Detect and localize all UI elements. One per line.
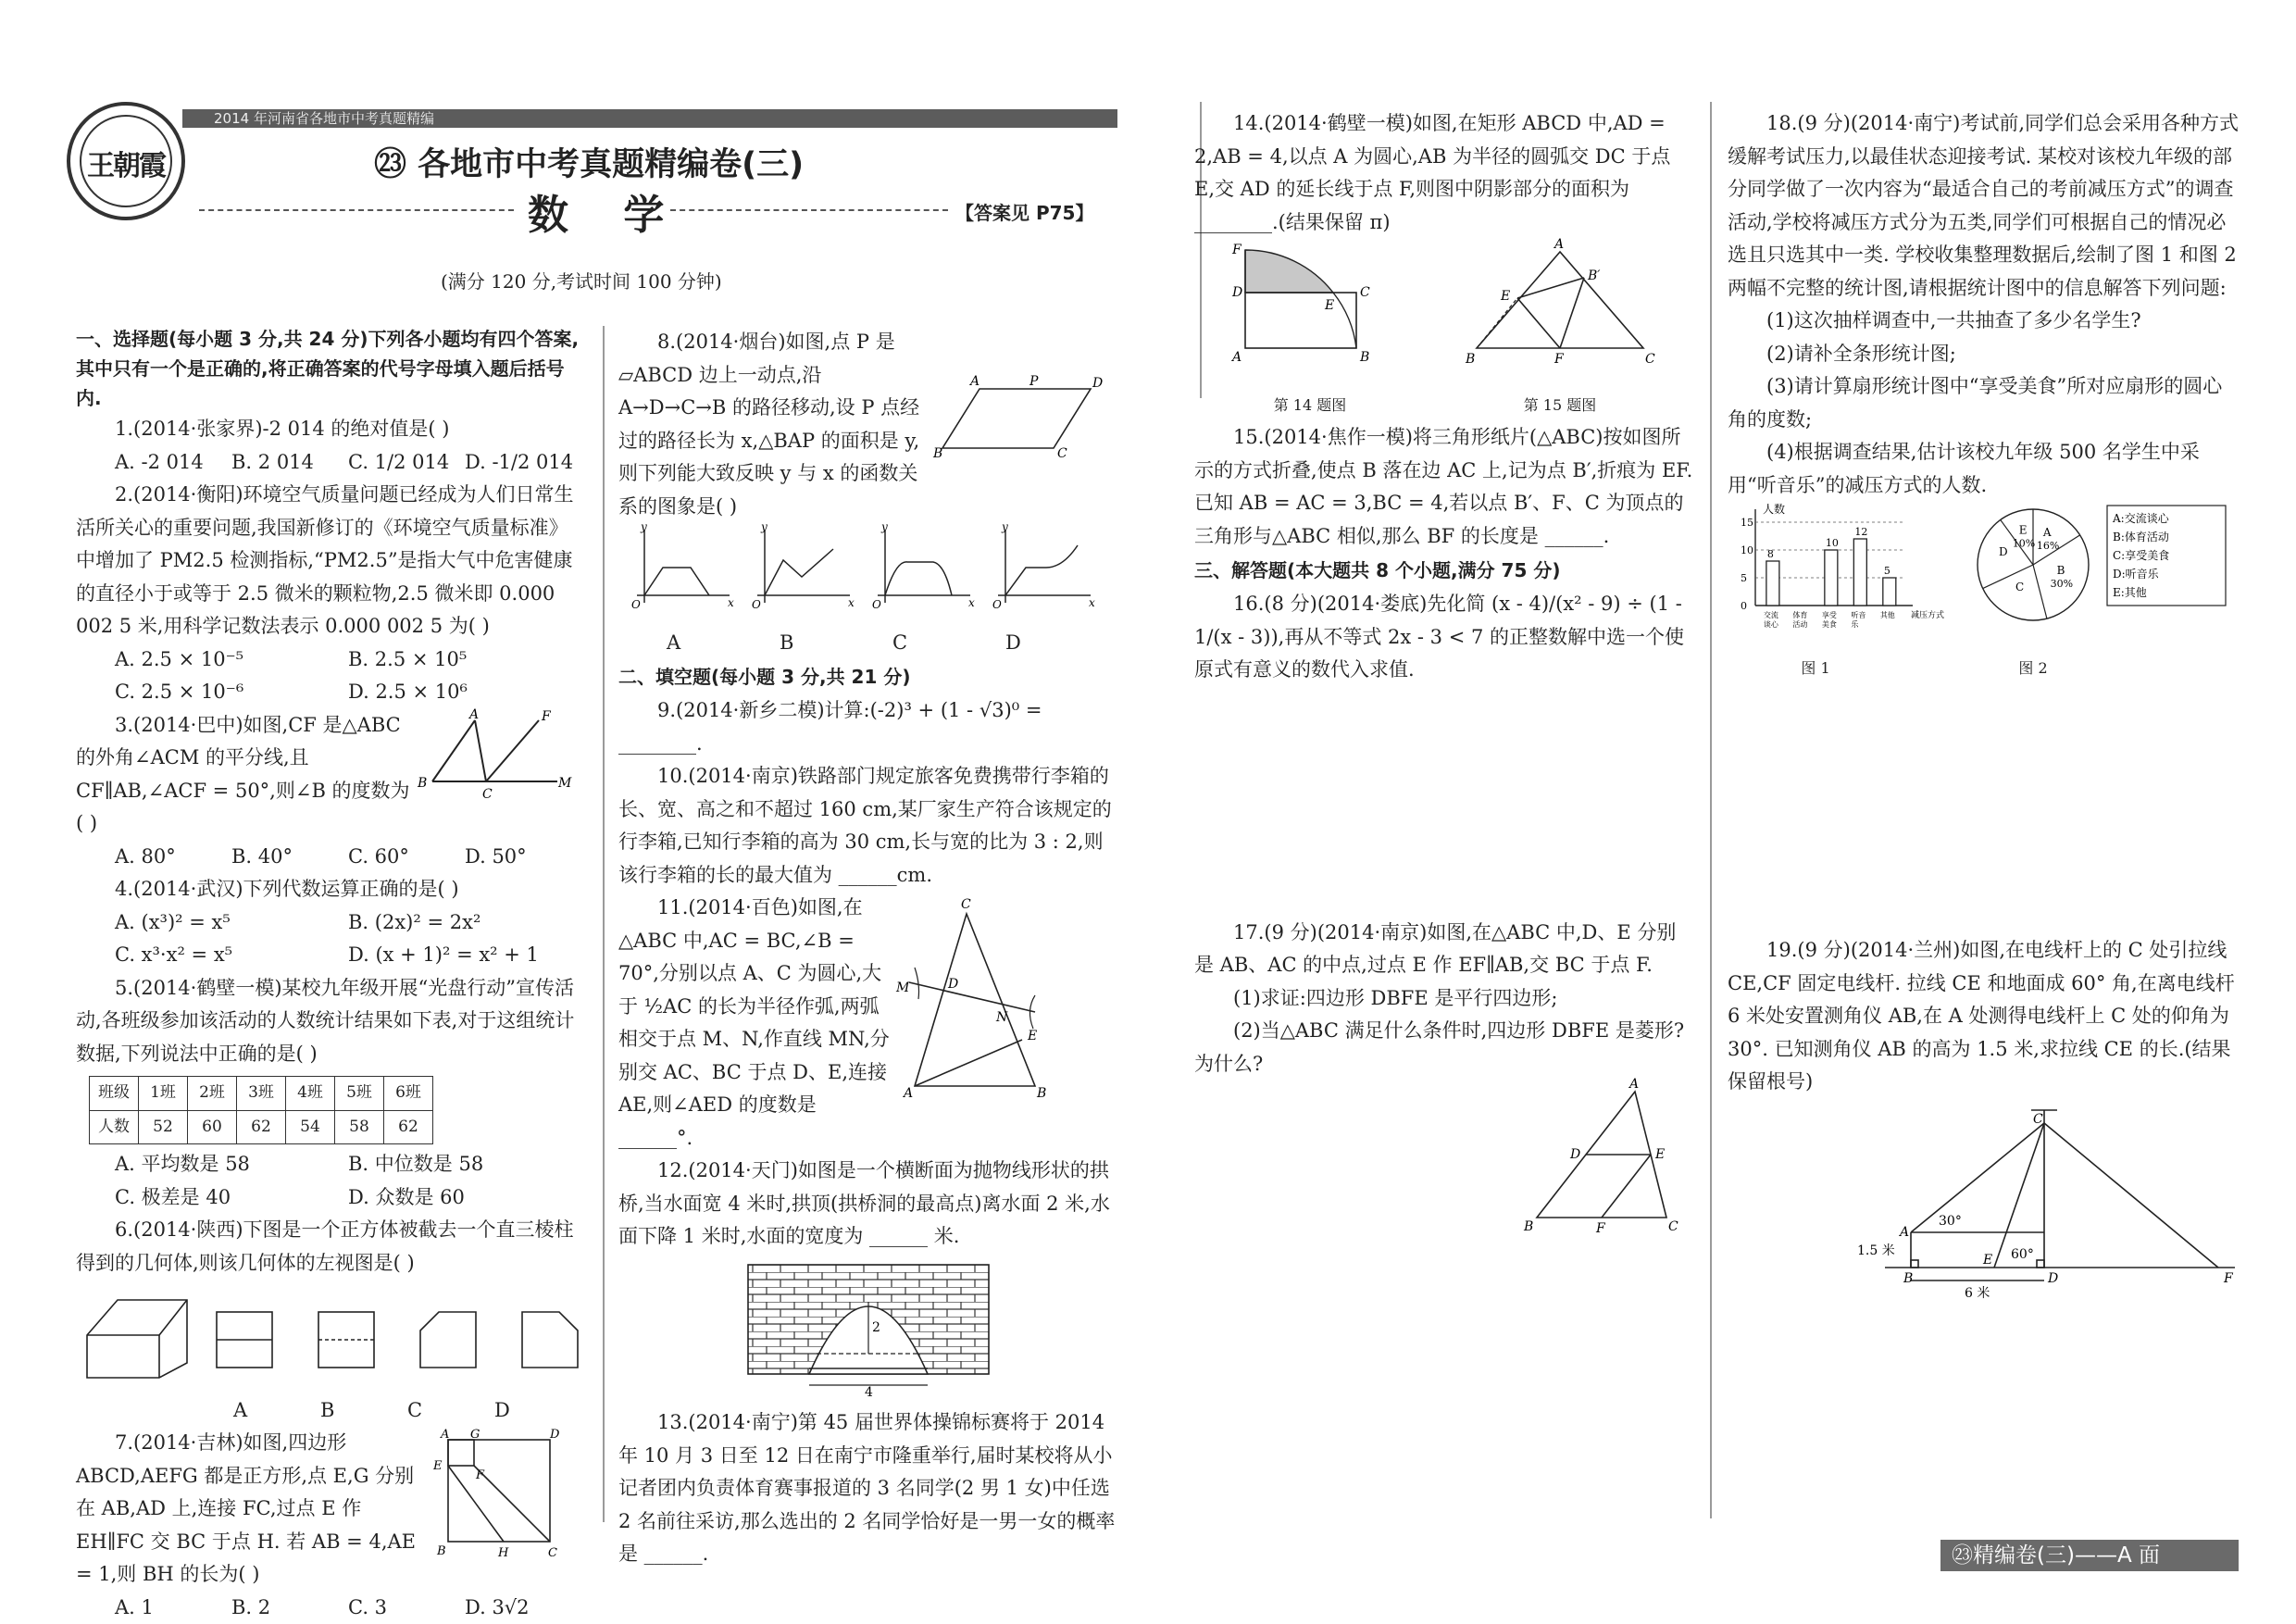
section-3-heading: 三、解答题(本大题共 8 个小题,满分 75 分) <box>1194 553 1694 588</box>
q6-solid <box>87 1300 187 1378</box>
svg-text:G: G <box>470 1428 480 1442</box>
q6-label-b: B <box>320 1394 407 1428</box>
bar <box>1766 561 1779 606</box>
q3-block <box>76 709 581 841</box>
y-tick-label: 10 <box>1741 544 1753 556</box>
svg-text:B: B <box>417 776 427 791</box>
legend-entry: D:听音乐 <box>2113 567 2160 581</box>
subject-title: 数 学 <box>528 181 684 241</box>
q17-figure <box>1194 1081 1694 1238</box>
bar-value-label: 8 <box>1767 548 1774 560</box>
paper-title: ㉓ 各地市中考真题精编卷(三) <box>374 139 804 185</box>
svg-text:1.5 米: 1.5 米 <box>1857 1243 1895 1258</box>
svg-text:E: E <box>1654 1147 1665 1162</box>
table-cell: 班级 <box>90 1077 139 1111</box>
y-tick-label: 0 <box>1741 600 1747 612</box>
q6-option-d-view <box>522 1312 578 1368</box>
q1-option-a: A. -2 014 <box>115 446 231 480</box>
svg-text:D: D <box>1092 376 1103 391</box>
q8-figure <box>933 372 1109 474</box>
q15-caption: 第 15 题图 <box>1458 389 1662 422</box>
svg-text:M: M <box>557 776 572 791</box>
svg-text:C: C <box>2033 1112 2043 1127</box>
svg-text:E: E <box>432 1459 443 1473</box>
q2-option-b: B. 2.5 × 10⁵ <box>348 643 581 677</box>
q14-figure <box>1227 239 1393 378</box>
q19-stem: 19.(9 分)(2014·兰州)如图,在电线杆上的 C 处引拉线 CE,CF 固定电线杆. 拉线 CE 和地面成 60° 角,在离电线杆 6 米处安置测角仪 AB,在 A 处测得电线杆上 C 处的仰角为 30°. 已知测角仪 AB 的高为 1.5 米,求拉线 CE 的长.(结果保留根号) <box>1728 934 2239 1099</box>
fig1-block <box>1728 502 1959 684</box>
svg-text:B: B <box>1465 352 1475 367</box>
fig2-block <box>1959 502 2237 684</box>
q3-option-b: B. 40° <box>231 841 348 874</box>
q1-option-d: D. -1/2 014 <box>465 446 581 480</box>
x-tick-label: 谈心 <box>1764 619 1779 629</box>
slice-label: A <box>2042 526 2052 539</box>
title-rule-right <box>670 209 948 211</box>
fig1-caption: 图 1 <box>1728 652 1903 685</box>
table-cell: 人数 <box>90 1110 139 1144</box>
q7-option-b: B. 2 <box>231 1592 348 1624</box>
x-tick-label: 享受 <box>1822 610 1837 619</box>
q5-option-b: B. 中位数是 58 <box>348 1148 581 1181</box>
q8-label-a: A <box>667 627 780 660</box>
q18-charts <box>1728 502 2239 684</box>
q3-stem: 3.(2014·巴中)如图,CF 是△ABC 的外角∠ACM 的平分线,且 CF∥AB,∠ACF = 50°,则∠B 的度数为( ) <box>76 709 414 841</box>
y-tick-label: 5 <box>1741 572 1747 584</box>
bar-value-label: 5 <box>1884 565 1890 577</box>
bar-value-label: 12 <box>1854 526 1867 538</box>
svg-text:D: D <box>549 1428 560 1442</box>
q3-option-d: D. 50° <box>465 841 581 874</box>
svg-text:y: y <box>880 520 888 533</box>
pie-chart <box>1959 502 2237 641</box>
q12-stem: 12.(2014·天门)如图是一个横断面为抛物线形状的拱桥,当水面宽 4 米时,拱顶(拱桥洞的最高点)离水面 2 米,水面下降 1 米时,水面的宽度为 ______ 米. <box>618 1155 1118 1254</box>
svg-text:x: x <box>968 596 975 609</box>
q8-graph-b <box>757 531 850 603</box>
q5-options-2 <box>76 1181 581 1215</box>
q1-stem: 1.(2014·张家界)-2 014 的绝对值是( ) <box>76 413 581 446</box>
q10-stem: 10.(2014·南京)铁路部门规定旅客免费携带行李箱的长、宽、高之和不超过 160 cm,某厂家生产符合该规定的行李箱,已知行李箱的高为 30 cm,长与宽的比为 3 : 2,则该行李箱的长的最大值为 ______cm. <box>618 760 1118 892</box>
q4-option-a: A. (x³)² = x⁵ <box>115 906 348 940</box>
q5-options <box>76 1148 581 1181</box>
svg-text:B: B <box>1903 1271 1913 1286</box>
q18-part-4: (4)根据调查结果,估计该校九年级 500 名学生中采用“听音乐”的减压方式的人数. <box>1728 436 2239 502</box>
q8-stem: 8.(2014·烟台)如图,点 P 是▱ABCD 边上一动点,沿 A→D→C→B 的路径移动,设 P 点经过的路径长为 x,△BAP 的面积是 y,则下列能大致反映 y 与 x 的函数关系的图象是( ) <box>618 326 933 523</box>
q5-table <box>89 1076 433 1144</box>
x-tick-label: 体育 <box>1792 610 1807 619</box>
q17-part-1: (1)求证:四边形 DBFE 是平行四边形; <box>1194 982 1694 1016</box>
table-cell: 3班 <box>237 1077 286 1111</box>
table-cell: 5班 <box>335 1077 384 1111</box>
svg-text:C: C <box>1360 285 1370 300</box>
svg-text:B: B <box>932 446 942 461</box>
header-banner: 2014 年河南省各地市中考真题精编 <box>182 109 1117 128</box>
svg-text:2: 2 <box>872 1320 880 1335</box>
q9-stem: 9.(2014·新乡二模)计算:(-2)³ + (1 - √3)⁰ = ________. <box>618 694 1118 760</box>
q6-stem: 6.(2014·陕西)下图是一个正方体被截去一个直三棱柱得到的几何体,则该几何体的左视图是( ) <box>76 1214 581 1280</box>
q5-stem: 5.(2014·鹤壁一模)某校九年级开展“光盘行动”宣传活动,各班级参加该活动的人数统计结果如下表,对于这组统计数据,下列说法中正确的是( ) <box>76 972 581 1071</box>
q15-figure-block <box>1458 239 1662 421</box>
legend-entry: B:体育活动 <box>2113 530 2169 543</box>
x-axis-label: 减压方式 <box>1911 609 1944 620</box>
q8-graph-a <box>637 531 730 603</box>
svg-text:A: A <box>1898 1225 1909 1240</box>
q6-labels <box>76 1394 581 1428</box>
svg-text:P: P <box>1029 374 1039 389</box>
q4-stem: 4.(2014·武汉)下列代数运算正确的是( ) <box>76 873 581 906</box>
section-1-heading: 一、选择题(每小题 3 分,共 24 分)下列各小题均有四个答案,其中只有一个是正确的,将正确答案的代号字母填入题后括号内. <box>76 324 581 413</box>
slice-label: D <box>1999 545 2008 558</box>
q8-label-d: D <box>1005 627 1118 660</box>
svg-text:B′: B′ <box>1587 269 1601 283</box>
svg-text:x: x <box>848 596 855 609</box>
q13-stem: 13.(2014·南宁)第 45 届世界体操锦标赛将于 2014 年 10 月 3 日至 12 日在南宁市隆重举行,届时某校将从小记者团内负责体育赛事报道的 3 名同学(2 男 1 女)中任选 2 名前往采访,那么选出的 2 名同学恰好是一男一女的概率是 ______. <box>618 1406 1118 1571</box>
q11-figure <box>896 892 1118 1105</box>
q8-graph-options <box>618 523 1118 616</box>
exam-info: (满分 120 分,考试时间 100 分钟) <box>441 267 722 294</box>
slice-label: B <box>2057 564 2065 577</box>
q14-caption: 第 14 题图 <box>1227 389 1393 422</box>
column-divider <box>603 326 605 1522</box>
q6-option-a-view <box>217 1312 272 1368</box>
table-cell: 2班 <box>188 1077 237 1111</box>
page-footer-tab: ㉓精编卷(三)——A 面 <box>1940 1540 2239 1571</box>
q5-option-a: A. 平均数是 58 <box>115 1148 348 1181</box>
svg-text:x: x <box>728 596 734 609</box>
slice-value-label: 16% <box>2037 540 2059 552</box>
q19-figure <box>1728 1099 2239 1312</box>
table-cell: 62 <box>384 1110 433 1144</box>
column-1 <box>76 324 581 1624</box>
column-divider <box>1710 102 1712 1518</box>
x-tick-label: 其他 <box>1880 610 1895 619</box>
q7-options <box>76 1592 581 1624</box>
q5-option-d: D. 众数是 60 <box>348 1181 581 1215</box>
q4-option-c: C. x³·x² = x⁵ <box>115 939 348 972</box>
svg-text:E: E <box>1500 289 1510 304</box>
svg-text:C: C <box>961 897 971 912</box>
svg-text:O: O <box>752 598 761 611</box>
svg-text:4: 4 <box>865 1385 873 1400</box>
svg-text:F: F <box>1231 243 1242 257</box>
svg-text:M: M <box>895 981 910 995</box>
q4-options-2 <box>76 939 581 972</box>
q14-stem: 14.(2014·鹤壁一模)如图,在矩形 ABCD 中,AD = 2,AB = 4,以点 A 为圆心,AB 为半径的圆弧交 DC 于点 E,交 AD 的延长线于点 F,则图中阴影部分的面积为 ________.(结果保留 π) <box>1194 107 1694 239</box>
answer-reference: 【答案见 P75】 <box>955 198 1093 225</box>
svg-text:F: F <box>2223 1271 2234 1286</box>
svg-text:A: A <box>1628 1077 1639 1092</box>
svg-text:B: B <box>1036 1086 1046 1101</box>
svg-text:C: C <box>482 787 493 802</box>
table-row <box>90 1077 433 1111</box>
svg-text:H: H <box>497 1546 509 1560</box>
column-2 <box>618 326 1118 1571</box>
bar-chart <box>1728 502 1959 641</box>
svg-text:x: x <box>1089 596 1095 609</box>
logo-text: 王朝霞 <box>70 143 181 183</box>
svg-text:60°: 60° <box>2011 1247 2034 1262</box>
q14-q15-figures <box>1194 239 1694 421</box>
q2-options-2 <box>76 676 581 709</box>
q8-graph-c <box>878 531 970 603</box>
q3-options <box>76 841 581 874</box>
q12-figure <box>618 1257 1118 1396</box>
slice-label: C <box>2015 581 2024 593</box>
svg-text:B: B <box>1523 1219 1533 1234</box>
svg-text:B: B <box>1359 350 1369 365</box>
q8-label-b: B <box>780 627 892 660</box>
svg-text:y: y <box>1001 520 1008 533</box>
table-cell: 62 <box>237 1110 286 1144</box>
q6-option-b-view <box>318 1312 374 1368</box>
table-row <box>90 1110 433 1144</box>
x-tick-label: 活动 <box>1792 619 1807 629</box>
q6-figures <box>76 1280 581 1389</box>
answer-space <box>1194 687 1694 917</box>
svg-text:O: O <box>992 598 1002 611</box>
y-tick-label: 15 <box>1741 517 1753 529</box>
title-rule-left <box>199 209 514 211</box>
svg-text:D: D <box>947 977 958 992</box>
svg-text:B: B <box>436 1544 446 1558</box>
column-4 <box>1728 107 2239 1322</box>
q1-option-c: C. 1/2 014 <box>348 446 465 480</box>
q14-figure-block <box>1227 239 1393 421</box>
bar <box>1825 550 1838 606</box>
svg-text:A: A <box>440 1428 449 1442</box>
svg-text:F: F <box>475 1468 485 1482</box>
q4-option-d: D. (x + 1)² = x² + 1 <box>348 939 581 972</box>
q8-labels <box>618 627 1118 660</box>
svg-text:F: F <box>1595 1221 1606 1236</box>
svg-text:O: O <box>631 598 641 611</box>
q1-option-b: B. 2 014 <box>231 446 348 480</box>
q7-stem: 7.(2014·吉林)如图,四边形 ABCD,AEFG 都是正方形,点 E,G 分别在 AB,AD 上,连接 FC,过点 E 作 EH∥FC 交 BC 于点 H. 若 AB = 4,AE = 1,则 BH 的长为( ) <box>76 1427 428 1592</box>
q7-option-a: A. 1 <box>115 1592 231 1624</box>
q17-stem: 17.(9 分)(2014·南京)如图,在△ABC 中,D、E 分别是 AB、AC 的中点,过点 E 作 EF∥AB,交 BC 于点 F. <box>1194 917 1694 982</box>
q6-label-c: C <box>407 1394 494 1428</box>
table-cell: 1班 <box>139 1077 188 1111</box>
svg-text:E: E <box>1027 1029 1037 1043</box>
x-tick-label: 乐 <box>1851 620 1859 629</box>
q2-options <box>76 643 581 677</box>
q2-option-a: A. 2.5 × 10⁻⁵ <box>115 643 348 677</box>
svg-text:O: O <box>872 598 881 611</box>
q8-label-c: C <box>892 627 1005 660</box>
svg-text:C: C <box>1668 1219 1678 1234</box>
q7-option-d: D. 3√2 <box>465 1592 581 1624</box>
svg-text:A: A <box>902 1086 913 1101</box>
svg-text:D: D <box>1231 285 1242 300</box>
slice-value-label: 30% <box>2051 578 2073 590</box>
x-tick-label: 交流 <box>1764 610 1778 619</box>
x-tick-label: 美食 <box>1822 619 1837 629</box>
svg-text:30°: 30° <box>1939 1214 1962 1229</box>
q8-graph-d <box>998 531 1091 603</box>
svg-text:C: C <box>548 1546 557 1560</box>
svg-text:A: A <box>468 707 479 722</box>
bar-value-label: 10 <box>1826 537 1839 549</box>
q11-stem: 11.(2014·百色)如图,在△ABC 中,AC = BC,∠B = 70°,分别以点 A、C 为圆心,大于 ½AC 的长为半径作弧,两弧相交于点 M、N,作直线 MN,分别交 AC、BC 于点 D、E,连接 AE,则∠AED 的度数是 ______°. <box>618 892 896 1155</box>
svg-text:C: C <box>1057 446 1067 461</box>
slice-label: E <box>2019 524 2028 537</box>
q2-option-c: C. 2.5 × 10⁻⁶ <box>115 676 348 709</box>
table-cell: 60 <box>188 1110 237 1144</box>
bar <box>1883 578 1896 606</box>
publisher-logo <box>67 102 185 220</box>
table-cell: 6班 <box>384 1077 433 1111</box>
q11-block <box>618 892 1118 1155</box>
q18-part-3: (3)请计算扇形统计图中“享受美食”所对应扇形的圆心角的度数; <box>1728 370 2239 436</box>
table-cell: 4班 <box>286 1077 335 1111</box>
slice-value-label: 10% <box>2013 538 2035 550</box>
q5-option-c: C. 极差是 40 <box>115 1181 348 1215</box>
q7-figure <box>428 1427 557 1566</box>
q15-figure <box>1458 239 1662 378</box>
q15-stem: 15.(2014·焦作一模)将三角形纸片(△ABC)按如图所示的方式折叠,使点 B 落在边 AC 上,记为点 B′,折痕为 EF. 已知 AB = AC = 3,BC = 4,若以点 B′、F、C 为顶点的三角形与△ABC 相似,那么 BF 的长度是 ______. <box>1194 421 1694 553</box>
svg-text:A: A <box>968 374 980 389</box>
x-tick-label: 听音 <box>1851 610 1866 619</box>
svg-text:F: F <box>1554 352 1565 367</box>
svg-text:N: N <box>995 1010 1008 1025</box>
q7-block <box>76 1427 581 1592</box>
q2-stem: 2.(2014·衡阳)环境空气质量问题已经成为人们日常生活所关心的重要问题,我国新修订的《环境空气质量标准》中增加了 PM2.5 检测指标,“PM2.5”是指大气中危害健康的直径小于或等于 2.5 微米的颗粒物,2.5 微米即 0.000 002 5 米,用科学记数法表示 0.000 002 5 为( ) <box>76 479 581 643</box>
table-cell: 54 <box>286 1110 335 1144</box>
svg-text:E: E <box>1982 1253 1992 1268</box>
svg-text:y: y <box>640 520 647 533</box>
q4-option-b: B. (2x)² = 2x² <box>348 906 581 940</box>
q16-stem: 16.(8 分)(2014·娄底)先化简 (x - 4)/(x² - 9) ÷ (1 - 1/(x - 3)),再从不等式 2x - 3 < 7 的正整数解中选一个使原式有意义的数代入求值. <box>1194 588 1694 687</box>
q18-stem: 18.(9 分)(2014·南宁)考试前,同学们总会采用各种方式缓解考试压力,以最佳状态迎接考试. 某校对该校九年级的部分同学做了一次内容为“最适合自己的考前减压方式”的调查活动,学校将减压方式分为五类,同学们可根据自己的情况必选且只选其中一类. 学校收集整理数据后,绘制了图 1 和图 2 两幅不完整的统计图,请根据统计图中的信息解答下列问题: <box>1728 107 2239 305</box>
q4-options <box>76 906 581 940</box>
legend-entry: E:其他 <box>2113 585 2147 599</box>
svg-text:A: A <box>1230 350 1242 365</box>
q17-part-2: (2)当△ABC 满足什么条件时,四边形 DBFE 是菱形?为什么? <box>1194 1015 1694 1081</box>
q1-options <box>76 446 581 480</box>
svg-text:A: A <box>1553 237 1564 252</box>
svg-text:F: F <box>541 709 552 724</box>
y-axis-label: 人数 <box>1763 502 1785 516</box>
svg-text:y: y <box>760 520 767 533</box>
q7-option-c: C. 3 <box>348 1592 465 1624</box>
q18-part-1: (1)这次抽样调查中,一共抽查了多少名学生? <box>1728 305 2239 338</box>
q3-figure <box>414 709 571 811</box>
q6-option-c-view <box>420 1312 476 1368</box>
table-cell: 58 <box>335 1110 384 1144</box>
q6-label-a: A <box>233 1394 320 1428</box>
svg-text:E: E <box>1324 298 1334 313</box>
table-cell: 52 <box>139 1110 188 1144</box>
q8-block <box>618 326 1118 523</box>
svg-text:D: D <box>1569 1147 1580 1162</box>
bar <box>1853 539 1866 606</box>
q6-label-d: D <box>494 1394 581 1428</box>
svg-text:D: D <box>2047 1271 2058 1286</box>
q3-option-a: A. 80° <box>115 841 231 874</box>
svg-text:6 米: 6 米 <box>1965 1285 1990 1301</box>
column-3 <box>1194 107 1694 1249</box>
q2-option-d: D. 2.5 × 10⁶ <box>348 676 581 709</box>
legend-entry: A:交流谈心 <box>2112 511 2170 525</box>
svg-text:C: C <box>1645 352 1655 367</box>
answer-space <box>1728 684 2239 934</box>
section-2-heading: 二、填空题(每小题 3 分,共 21 分) <box>618 659 1118 694</box>
q3-option-c: C. 60° <box>348 841 465 874</box>
q18-part-2: (2)请补全条形统计图; <box>1728 338 2239 371</box>
legend-entry: C:享受美食 <box>2113 548 2169 562</box>
fig2-caption: 图 2 <box>1959 652 2107 685</box>
